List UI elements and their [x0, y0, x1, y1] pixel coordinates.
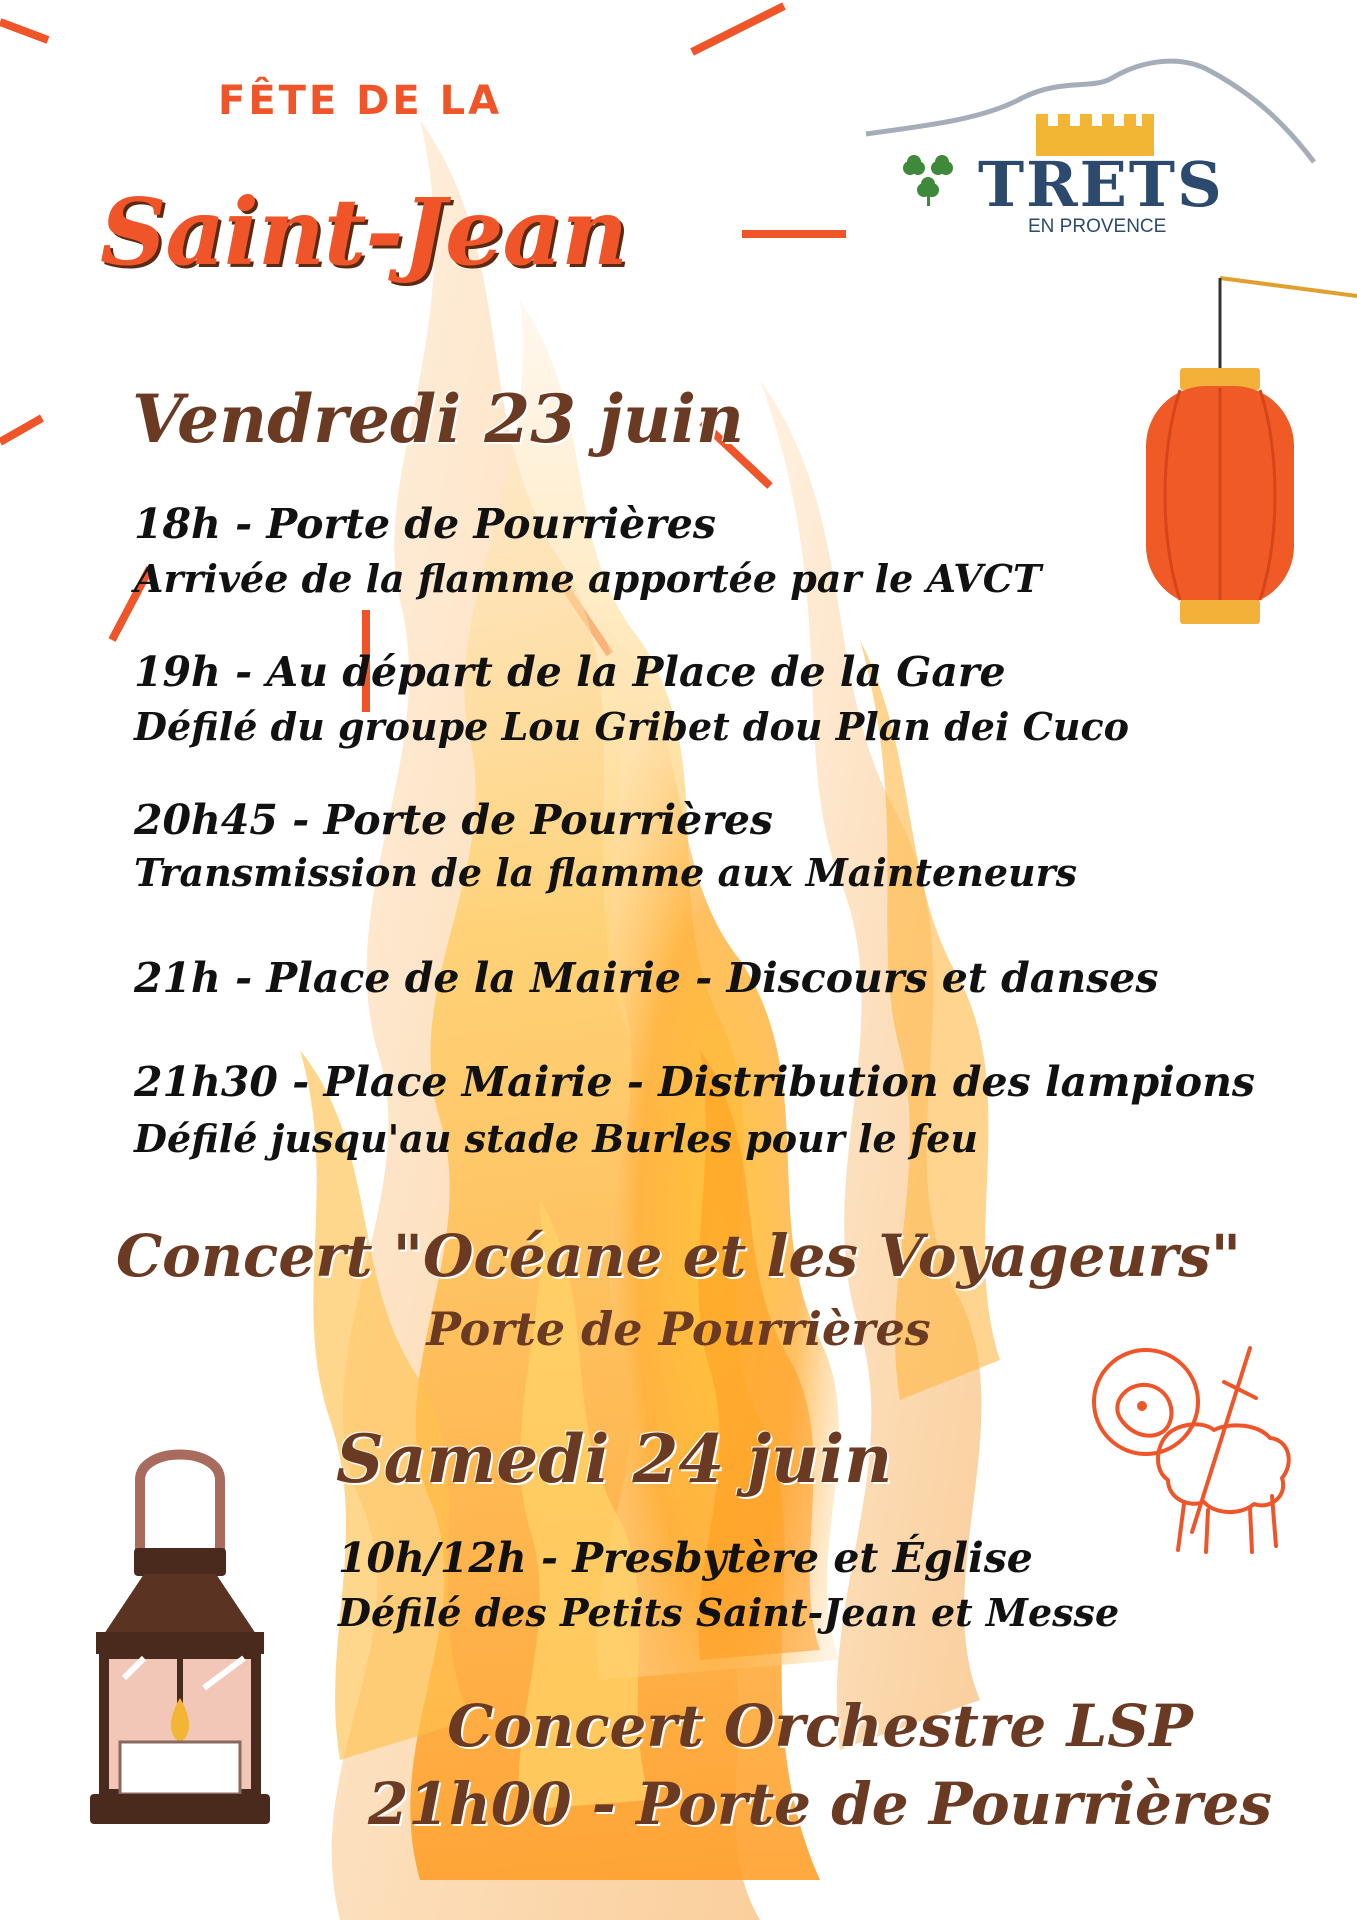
event-kicker: FÊTE DE LA	[218, 78, 503, 124]
friday-event-5-title: 21h30 - Place Mairie - Distribution des lampions	[134, 1058, 1255, 1106]
saturday-concert-title: Concert Orchestre LSP	[447, 1692, 1193, 1760]
friday-event-3-detail: Transmission de la flamme aux Mainteneurs	[134, 850, 1078, 895]
saturday-heading: Samedi 24 juin	[336, 1420, 893, 1498]
friday-event-2-title: 19h - Au départ de la Place de la Gare	[134, 648, 1006, 696]
friday-event-1-title: 18h - Porte de Pourrières	[134, 500, 716, 548]
trets-logo	[862, 50, 1322, 250]
friday-concert-place: Porte de Pourrières	[426, 1302, 931, 1356]
clover-icon	[898, 154, 958, 210]
logo-name: TRETS	[978, 148, 1224, 221]
lamb-with-cross-icon	[1080, 1340, 1320, 1570]
friday-concert-title: Concert "Océane et les Voyageurs"	[116, 1222, 1241, 1290]
friday-event-3-title: 20h45 - Porte de Pourrières	[134, 796, 774, 844]
friday-event-5-detail: Défilé jusqu'au stade Burles pour le feu	[134, 1116, 979, 1161]
friday-event-4-title: 21h - Place de la Mairie - Discours et danses	[134, 954, 1159, 1002]
saturday-event-1-detail: Défilé des Petits Saint-Jean et Messe	[338, 1590, 1120, 1635]
saturday-event-1-title: 10h/12h - Presbytère et Église	[338, 1534, 1033, 1582]
friday-event-1-detail: Arrivée de la flamme apportée par le AVCT	[134, 556, 1042, 601]
candle-lantern-icon	[84, 1428, 274, 1838]
logo-tagline: EN PROVENCE	[1028, 216, 1167, 237]
event-title: Saint-Jean	[100, 178, 628, 286]
friday-event-2-detail: Défilé du groupe Lou Gribet dou Plan dei Cuco	[134, 704, 1129, 749]
friday-heading: Vendredi 23 juin	[132, 380, 744, 458]
paper-lantern-icon	[1140, 270, 1357, 640]
saturday-concert-place: 21h00 - Porte de Pourrières	[368, 1770, 1272, 1838]
